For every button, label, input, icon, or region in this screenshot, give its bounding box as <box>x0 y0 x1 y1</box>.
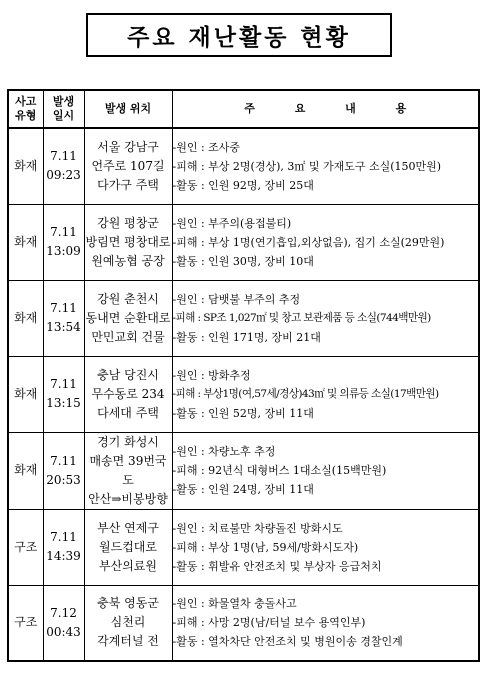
cause-line: -원인 : 차량노후 추정 <box>172 445 276 458</box>
incident-time: 09:23 <box>46 168 81 183</box>
location-line: 원예농협 공장 <box>91 253 165 268</box>
location-line: 경기 화성시 <box>97 434 159 449</box>
location-line: 언주로 107길 <box>91 158 165 173</box>
header-type: 사고 유형 <box>8 90 43 128</box>
activity-line: -활동 : 인원 52명, 장비 11대 <box>172 406 314 420</box>
incident-type: 구조 <box>8 509 43 585</box>
location-line: 방림면 평창대로 <box>85 234 171 249</box>
activity-line: -활동 : 인원 92명, 장비 25대 <box>172 178 314 192</box>
location-line: 부산의료원 <box>99 558 157 573</box>
incident-date: 7.12 <box>50 605 77 620</box>
incident-location <box>84 280 172 356</box>
table-row <box>8 432 479 509</box>
damage-line: -피해 : 부상 2명(경상), 3㎡ 및 가재도구 소실(150만원) <box>172 159 442 173</box>
incident-type: 화재 <box>8 356 43 432</box>
incident-time: 00:43 <box>46 624 81 639</box>
table-row <box>8 204 479 280</box>
table-row <box>8 585 479 661</box>
cause-line: -원인 : 치료불만 차량돌진 방화시도 <box>172 521 343 535</box>
incident-date: 7.11 <box>50 149 77 164</box>
incident-datetime <box>43 585 84 661</box>
location-line: 만민교회 건물 <box>91 329 165 344</box>
activity-line: -활동 : 인원 30명, 장비 10대 <box>172 254 314 268</box>
header-content: 주 요 내 용 <box>172 90 479 128</box>
header-date: 발생 일시 <box>43 90 84 128</box>
incident-date: 7.11 <box>50 301 77 315</box>
incident-details <box>172 432 479 509</box>
location-line: 다가구 주택 <box>97 177 159 192</box>
location-line: 매송면 39번국도 <box>89 453 167 487</box>
location-line: 충북 영동군 <box>97 596 159 611</box>
incident-type: 화재 <box>8 432 43 509</box>
incident-datetime <box>43 432 84 509</box>
incident-time: 14:39 <box>46 549 81 563</box>
incident-datetime <box>43 280 84 356</box>
location-line: 충남 당진시 <box>97 367 159 382</box>
location-line: 동내면 순환대로 <box>85 310 171 325</box>
location-line: 각계터널 전 <box>97 634 159 649</box>
table-header-row <box>8 90 479 128</box>
location-line: 심천리 <box>110 615 146 630</box>
incident-date: 7.11 <box>50 225 77 239</box>
incident-location <box>84 585 172 661</box>
incident-datetime <box>43 356 84 432</box>
incident-type: 화재 <box>8 204 43 280</box>
activity-line: -활동 : 인원 24명, 장비 11대 <box>172 483 314 496</box>
incident-date: 7.11 <box>50 530 77 544</box>
damage-line: -피해 : 부상 1명(연기흡입,외상없음), 집기 소실(29만원) <box>172 235 445 249</box>
incident-datetime <box>43 204 84 280</box>
cause-line: -원인 : 화물열차 충돌사고 <box>172 597 297 611</box>
incident-time: 13:09 <box>46 244 81 258</box>
incident-type: 화재 <box>8 128 43 204</box>
incident-location <box>84 356 172 432</box>
table-row <box>8 509 479 585</box>
damage-line: -피해 : 92년식 대형버스 1대소실(15백만원) <box>172 464 387 477</box>
table-row <box>8 280 479 356</box>
incident-datetime <box>43 509 84 585</box>
location-line: 무수동로 234 <box>91 386 165 401</box>
location-line: 부산 연제구 <box>97 520 159 535</box>
incident-details <box>172 280 479 356</box>
cause-line: -원인 : 담뱃불 부주의 추정 <box>172 292 301 306</box>
incident-details <box>172 509 479 585</box>
incident-location <box>84 509 172 585</box>
incident-location <box>84 128 172 204</box>
cause-line: -원인 : 방화추정 <box>172 368 251 382</box>
damage-line: -피해 : 부상1명(여,57세/경상)43㎡ 및 의류등 소실(17백만원) <box>172 387 439 400</box>
activity-line: -활동 : 인원 171명, 장비 21대 <box>172 330 321 344</box>
disaster-status-table <box>7 89 480 662</box>
damage-line: -피해 : 부상 1명(남, 59세/방화시도자) <box>172 540 359 554</box>
incident-details <box>172 204 479 280</box>
cause-line: -원인 : 부주의(용접불티) <box>172 216 292 230</box>
incident-datetime <box>43 128 84 204</box>
incident-details <box>172 356 479 432</box>
table-row <box>8 128 479 204</box>
incident-time: 20:53 <box>46 472 81 487</box>
incident-date: 7.11 <box>50 377 77 391</box>
table-row <box>8 356 479 432</box>
activity-line: -활동 : 휘발유 안전조치 및 부상자 응급처치 <box>172 559 382 573</box>
page-title: 주요 재난활동 현황 <box>86 13 392 57</box>
location-line: 다세대 주택 <box>97 405 159 420</box>
incident-date: 7.11 <box>50 453 77 468</box>
incident-time: 13:54 <box>46 320 81 334</box>
incident-location <box>84 432 172 509</box>
location-line: 월드컵대로 <box>99 539 157 554</box>
location-line: 강원 춘천시 <box>97 291 159 306</box>
damage-line: -피해 : 사망 2명(남/터널 보수 용역인부) <box>172 616 366 630</box>
activity-line: -활동 : 열차차단 안전조치 및 병원이송 경찰인계 <box>172 635 403 649</box>
incident-type: 화재 <box>8 280 43 356</box>
incident-details <box>172 128 479 204</box>
incident-type: 구조 <box>8 585 43 661</box>
location-line: 강원 평창군 <box>97 215 159 230</box>
incident-location <box>84 204 172 280</box>
incident-time: 13:15 <box>46 396 81 410</box>
header-location: 발생 위치 <box>84 90 172 128</box>
damage-line: -피해 : SP조 1,027㎡ 및 창고 보관제품 등 소실(744백만원) <box>172 311 431 324</box>
location-line: 안산⇒비봉방향 <box>88 491 168 506</box>
incident-details <box>172 585 479 661</box>
cause-line: -원인 : 조사중 <box>172 140 241 154</box>
location-line: 서울 강남구 <box>97 139 159 154</box>
